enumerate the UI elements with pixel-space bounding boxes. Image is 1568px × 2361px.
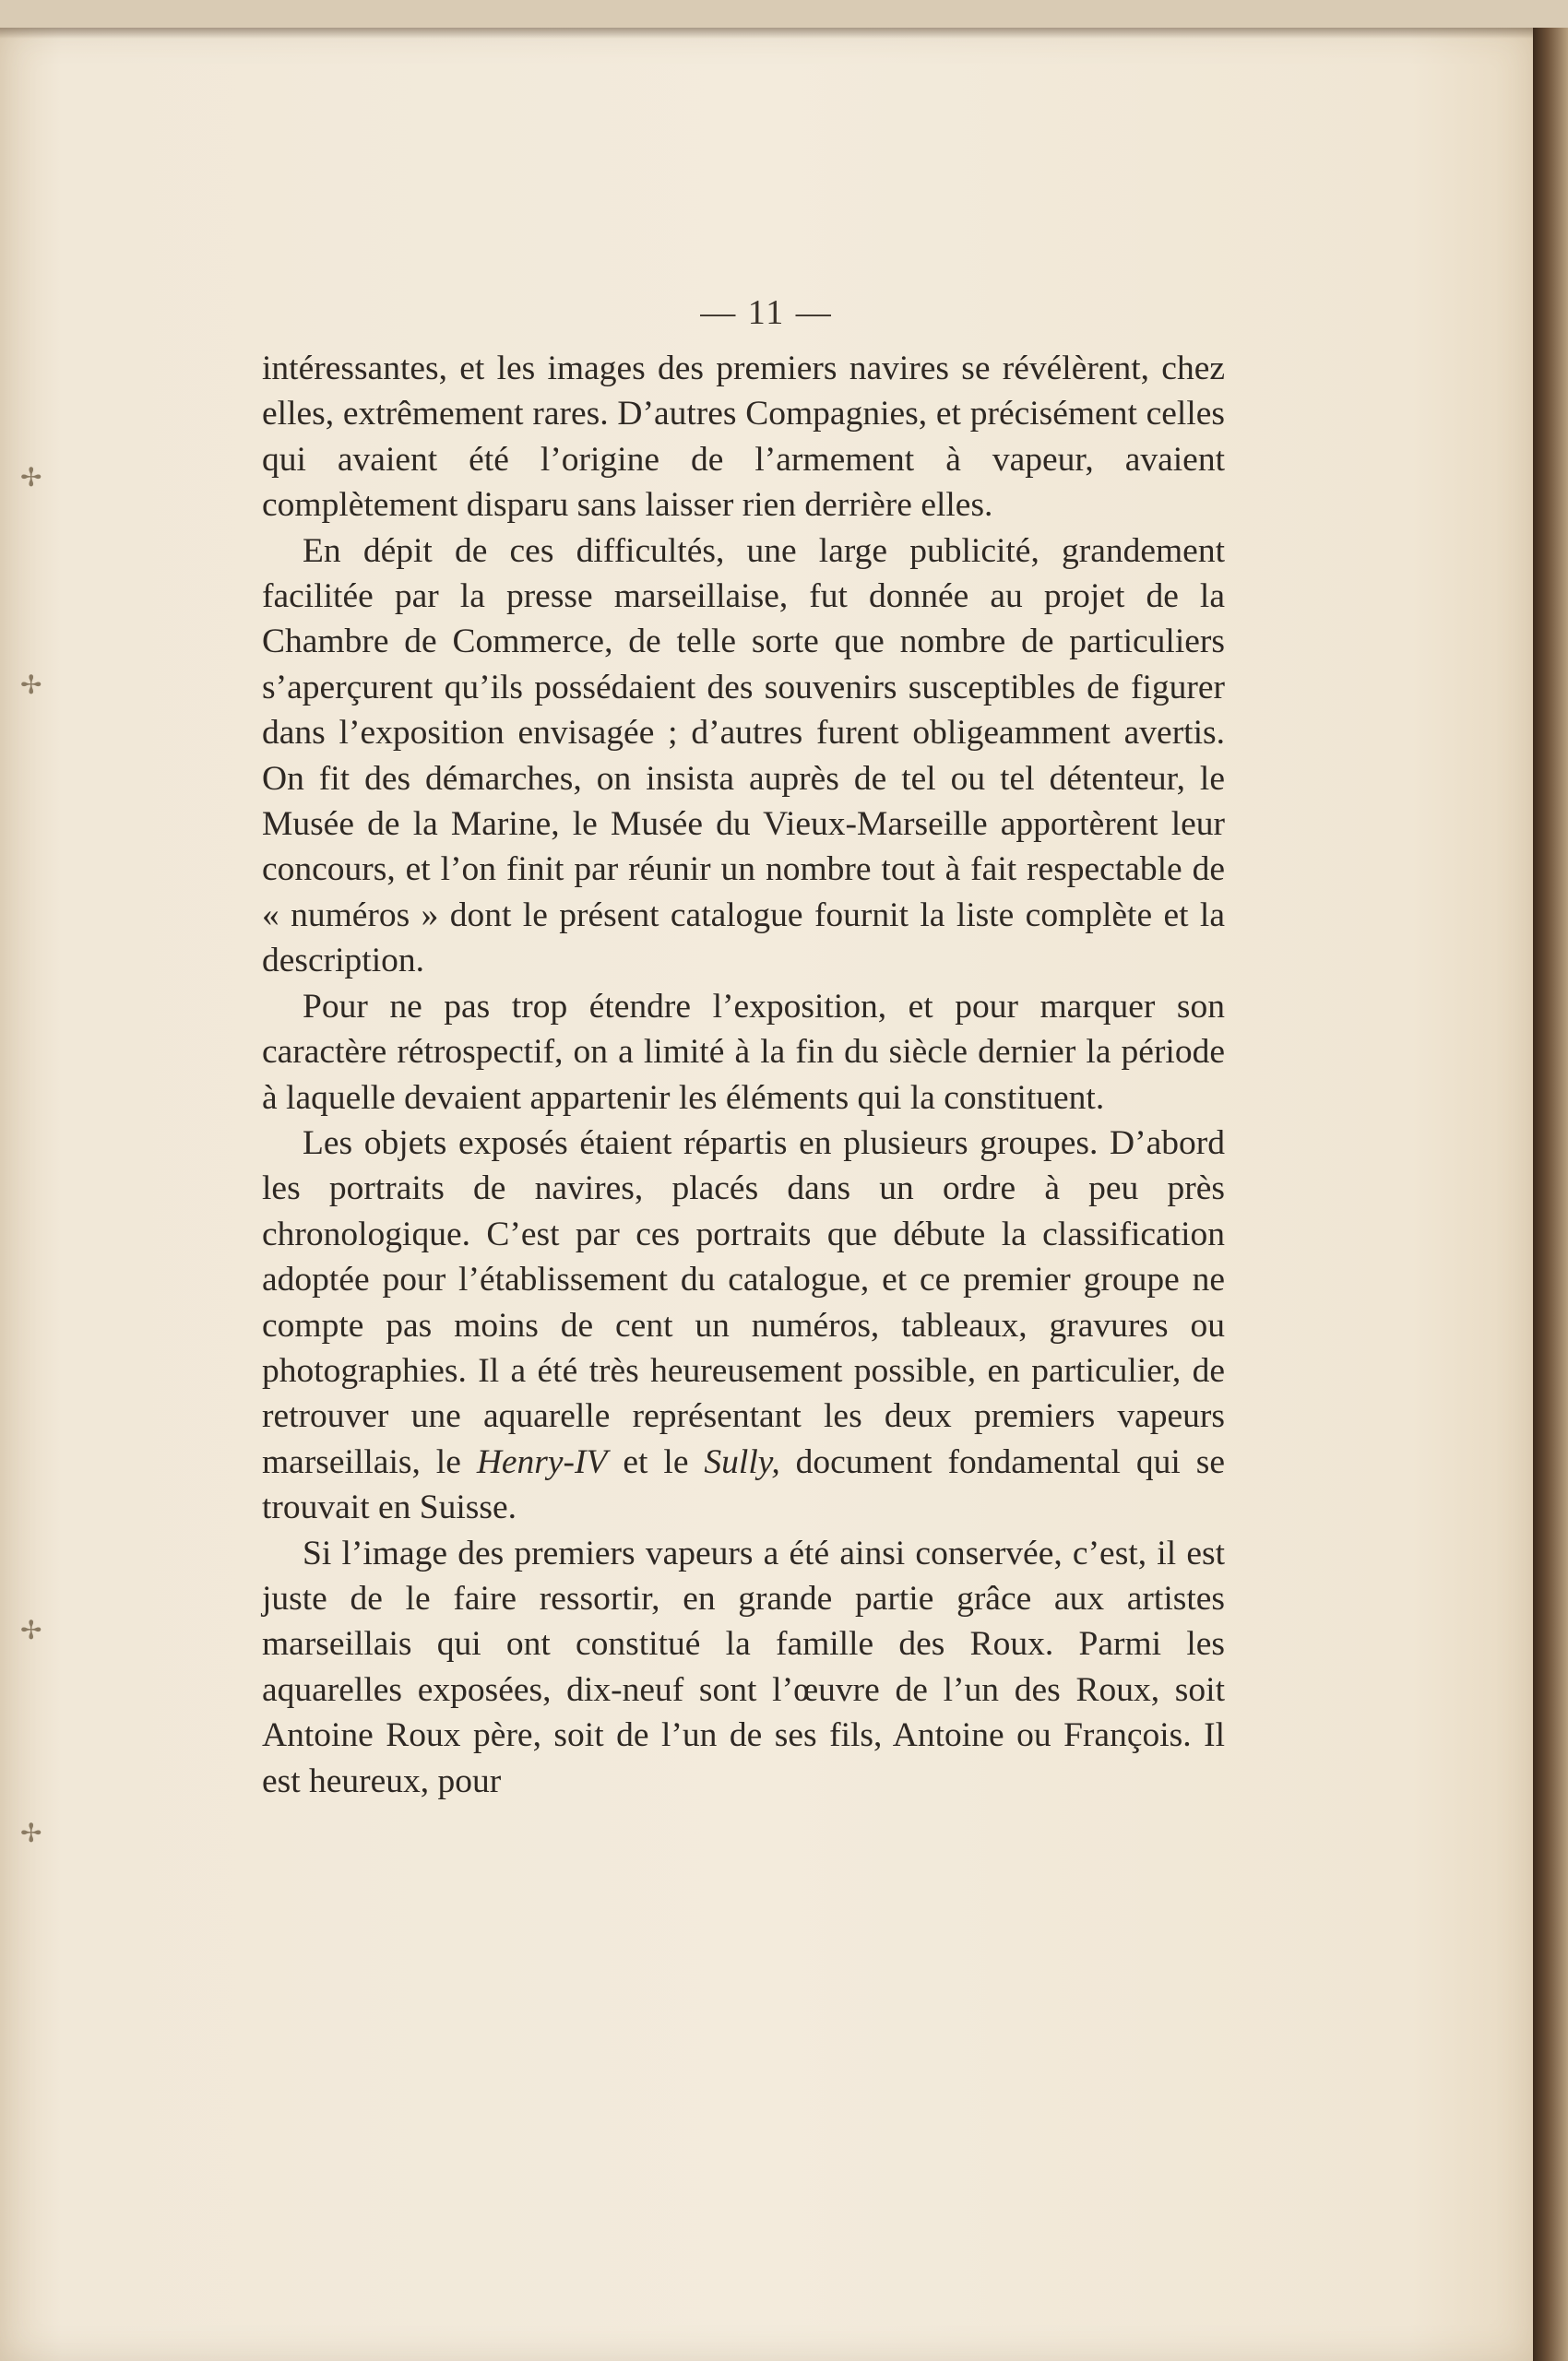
book-page xyxy=(0,28,1533,2361)
ship-name-sully: Sully, xyxy=(704,1442,780,1481)
binding-stitch-icon: ✢ xyxy=(20,1818,42,1848)
binding-stitch-icon: ✢ xyxy=(20,1615,42,1645)
ship-name-henry-iv: Henry-IV xyxy=(476,1442,608,1481)
paragraph-4 xyxy=(262,1121,1225,1531)
paragraph-3 xyxy=(262,984,1225,1121)
binding-stitch-icon: ✢ xyxy=(20,462,42,492)
paragraph-4-text-c: document fondamental qui se trouvait en Suisse. xyxy=(262,1442,1225,1527)
book-edge-shadow xyxy=(1533,28,1568,2361)
paragraph-2-text: En dépit de ces difficultés, une large publicité, grandement facilitée par la presse marseillaise, fut donnée au projet de la Chambre de Commerce, de telle sorte que nombre de particuliers s’aperçurent qu’ils possédaient des souvenirs susceptibles de figurer dans l’exposition envisagée ; d’autres furent obligeamment avertis. On fit des démarches, on insista auprès de tel ou tel détenteur, le Musée de la Marine, le Musée du Vieux-Marseille apportèrent leur concours, et l’on finit par réunir un nombre tout à fait respectable de « numéros » dont le présent catalogue fournit la liste complète et la description. xyxy=(262,531,1225,980)
paragraph-2 xyxy=(262,528,1225,984)
paragraph-4-text-b: et le xyxy=(607,1442,705,1481)
body-text xyxy=(262,346,1225,1804)
paragraph-5-text: Si l’image des premiers vapeurs a été ainsi conservée, c’est, il est juste de le faire ressortir, en grande partie grâce aux artistes marseillais qui ont constitué la famille des Roux. Parmi les aquarelles exposées, dix-neuf sont l’œuvre de l’un des Roux, soit Antoine Roux père, soit de l’un de ses fils, Antoine ou François. Il est heureux, pour xyxy=(262,1534,1225,1800)
paragraph-1-text: intéressantes, et les images des premiers navires se révélèrent, chez elles, extrêmement rares. D’autres Compagnies, et précisément celles qui avaient été l’origine de l’armement à vapeur, avaient complètement disparu sans laisser rien derrière elles. xyxy=(262,350,1225,525)
page-number: — 11 — xyxy=(700,293,833,332)
paragraph-4-text-a: Les objets exposés étaient répartis en plusieurs groupes. D’abord les portraits de navires, placés dans un ordre à peu près chronologique. C’est par ces portraits que débute la classification adoptée pour l’établissement du catalogue, et ce premier groupe ne compte pas moins de cent un numéros, tableaux, gravures ou photographies. Il a été très heureusement possible, en particulier, de retrouver une aquarelle représentant les deux premiers vapeurs marseillais, le xyxy=(262,1123,1225,1481)
paragraph-5 xyxy=(262,1531,1225,1804)
binding-stitch-icon: ✢ xyxy=(20,670,42,700)
paragraph-3-text: Pour ne pas trop étendre l’exposition, et pour marquer son caractère rétrospectif, on a limité à la fin du siècle dernier la période à laquelle devaient appartenir les éléments qui la constituent. xyxy=(262,987,1225,1117)
paragraph-1 xyxy=(262,346,1225,528)
